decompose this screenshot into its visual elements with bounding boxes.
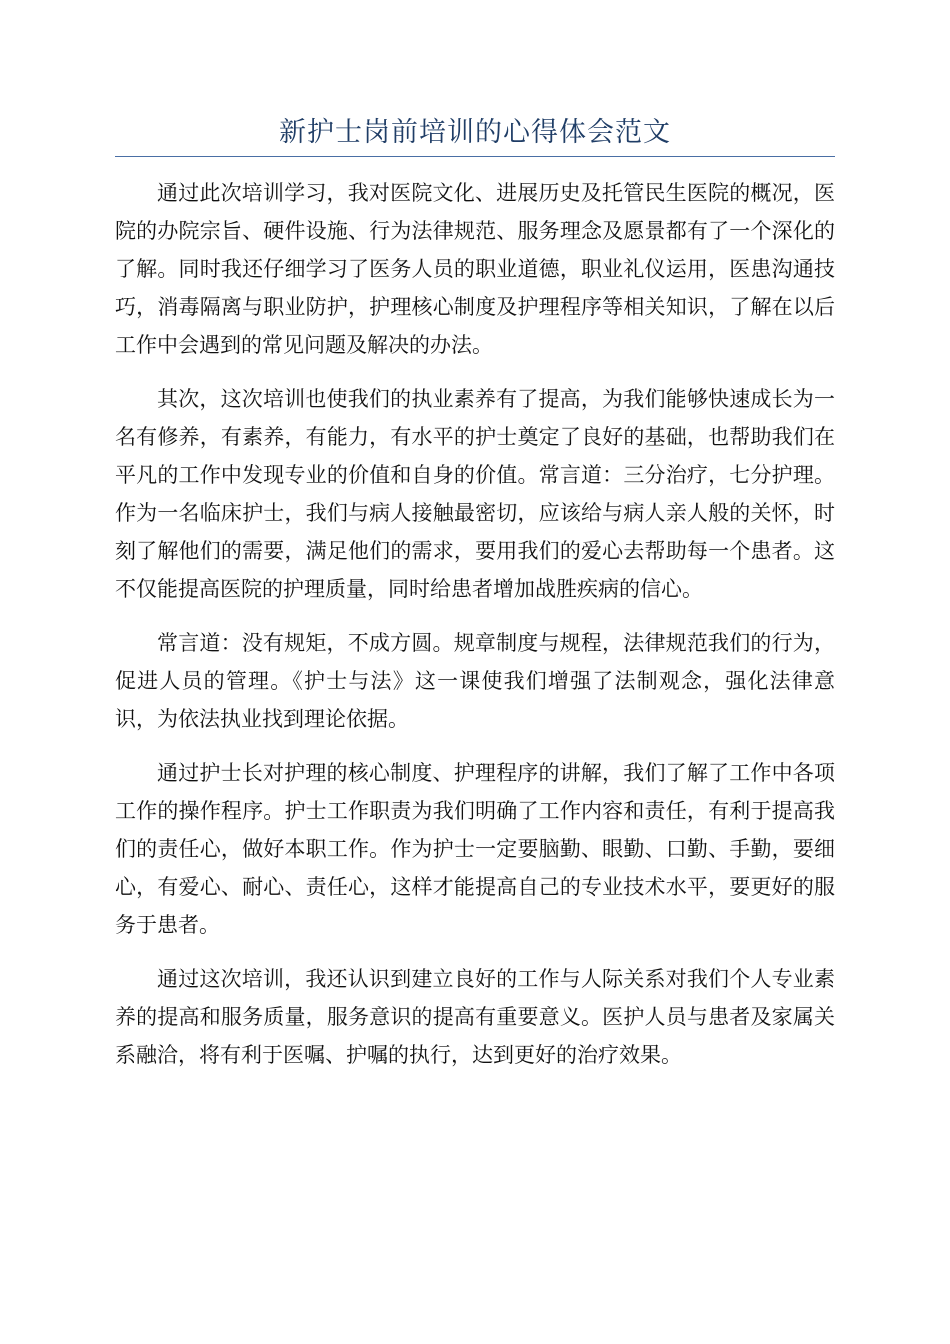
paragraph-5: 通过这次培训，我还认识到建立良好的工作与人际关系对我们个人专业素养的提高和服务质量，服务意识的提高有重要意义。医护人员与患者及家属关系融洽，将有利于医嘱、护嘱的执行，达到更好的治疗效果。	[115, 967, 835, 1067]
paragraph-1: 通过此次培训学习，我对医院文化、进展历史及托管民生医院的概况，医院的办院宗旨、硬件设施、行为法律规范、服务理念及愿景都有了一个深化的了解。同时我还仔细学习了医务人员的职业道德，职业礼仪运用，医患沟通技巧，消毒隔离与职业防护，护理核心制度及护理程序等相关知识，了解在以后工作中会遇到的常见问题及解决的办法。	[115, 181, 835, 357]
title-block	[115, 110, 835, 157]
document-body	[115, 174, 835, 1090]
paragraph-3: 常言道：没有规矩，不成方圆。规章制度与规程，法律规范我们的行为，促进人员的管理。《护士与法》这一课使我们增强了法制观念，强化法律意识，为依法执业找到理论依据。	[115, 631, 835, 731]
paragraph-4: 通过护士长对护理的核心制度、护理程序的讲解，我们了解了工作中各项工作的操作程序。护士工作职责为我们明确了工作内容和责任，有利于提高我们的责任心，做好本职工作。作为护士一定要脑勤、眼勤、口勤、手勤，要细心，有爱心、耐心、责任心，这样才能提高自己的专业技术水平，要更好的服务于患者。	[115, 761, 835, 937]
page-title: 新护士岗前培训的心得体会范文	[279, 117, 671, 148]
paragraph-2: 其次，这次培训也使我们的执业素养有了提高，为我们能够快速成长为一名有修养，有素养，有能力，有水平的护士奠定了良好的基础，也帮助我们在平凡的工作中发现专业的价值和自身的价值。常言道：三分治疗，七分护理。作为一名临床护士，我们与病人接触最密切，应该给与病人亲人般的关怀，时刻了解他们的需要，满足他们的需求，要用我们的爱心去帮助每一个患者。这不仅能提高医院的护理质量，同时给患者增加战胜疾病的信心。	[115, 387, 835, 601]
